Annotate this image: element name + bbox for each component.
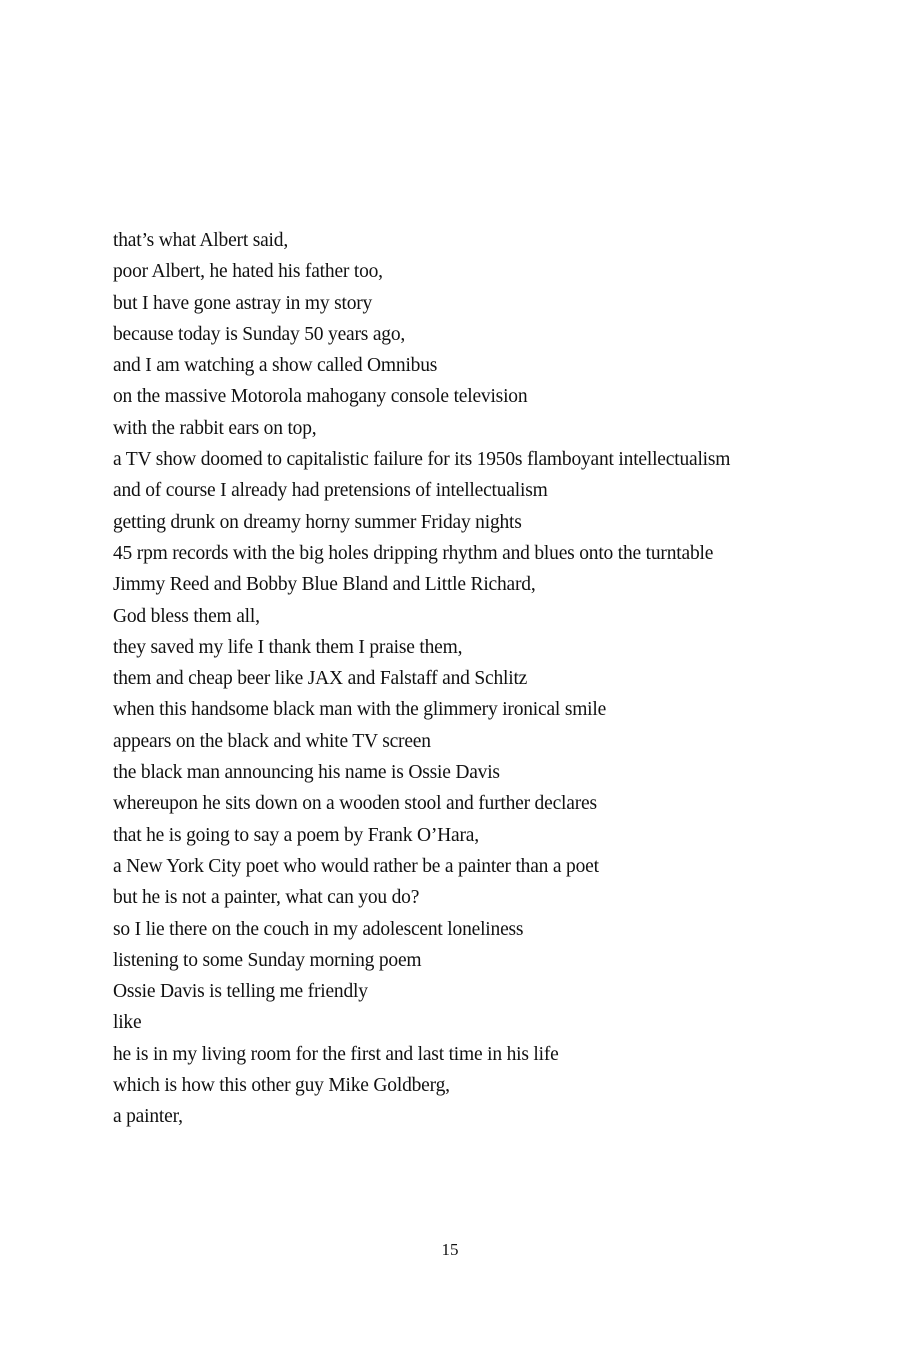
poem-line: but he is not a painter, what can you do?: [113, 887, 420, 909]
poem-line: and I am watching a show called Omnibus: [113, 355, 438, 377]
poem-line: listening to some Sunday morning poem: [113, 949, 422, 971]
poem-line: a TV show doomed to capitalistic failure for its 1950s flamboyant intellectualism: [113, 449, 731, 471]
poem-line: with the rabbit ears on top,: [113, 417, 317, 439]
poem-line: he is in my living room for the first and last time in his life: [113, 1043, 559, 1065]
page-number: 15: [441, 1240, 459, 1259]
poem-line: on the massive Motorola mahogany console television: [113, 386, 528, 408]
poem-line: a New York City poet who would rather be a painter than a poet: [113, 855, 599, 877]
poem-line: but I have gone astray in my story: [113, 292, 373, 314]
poem-line: them and cheap beer like JAX and Falstaff and Schlitz: [113, 668, 528, 690]
poem-line: poor Albert, he hated his father too,: [113, 261, 383, 283]
poem-line: and of course I already had pretensions of intellectualism: [113, 480, 548, 502]
poem-line: 45 rpm records with the big holes dripping rhythm and blues onto the turntable: [113, 542, 714, 564]
poem-line: God bless them all,: [113, 605, 260, 627]
poem-line: whereupon he sits down on a wooden stool and further declares: [113, 793, 597, 815]
poem-line: getting drunk on dreamy horny summer Friday nights: [113, 511, 522, 533]
poem-line: because today is Sunday 50 years ago,: [113, 323, 406, 345]
poem-line: the black man announcing his name is Ossie Davis: [113, 762, 500, 784]
poem-line: a painter,: [113, 1106, 183, 1128]
poem-line: that’s what Albert said,: [113, 230, 289, 251]
poem-line: like: [113, 1012, 142, 1034]
poem-line: which is how this other guy Mike Goldberg,: [113, 1075, 450, 1097]
poem-body: [113, 225, 873, 1133]
poem-line: that he is going to say a poem by Frank O’Hara,: [113, 824, 479, 846]
poem-line: so I lie there on the couch in my adolescent loneliness: [113, 918, 524, 940]
poem-line: they saved my life I thank them I praise them,: [113, 636, 463, 658]
poem-line: Jimmy Reed and Bobby Blue Bland and Little Richard,: [113, 574, 536, 596]
poem-line: appears on the black and white TV screen: [113, 730, 431, 752]
poem-line: Ossie Davis is telling me friendly: [113, 981, 368, 1003]
poem-line: when this handsome black man with the glimmery ironical smile: [113, 699, 607, 721]
